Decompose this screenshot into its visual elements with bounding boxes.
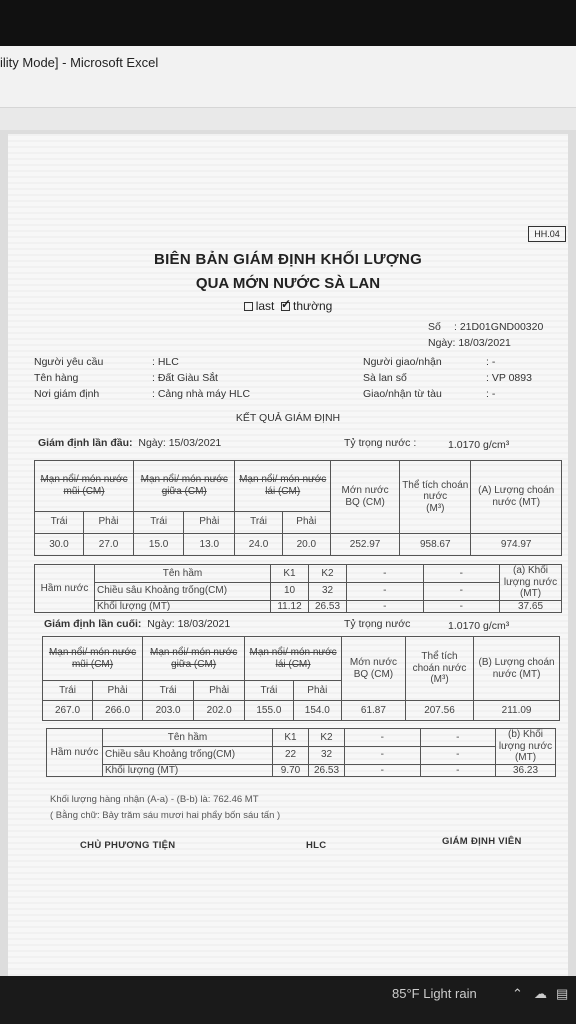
last-head-giua: Mạn nổi/ món nước giữa (CM) xyxy=(143,637,245,681)
first-head-tt xyxy=(400,461,471,534)
last-survey-date: Ngày: 18/03/2021 xyxy=(147,618,231,630)
type-checkboxes xyxy=(8,299,568,313)
last-dash: - xyxy=(345,764,421,777)
last-cell: 207.56 xyxy=(405,701,473,721)
doc-number-value: : 21D01GND00320 xyxy=(454,321,544,333)
last-survey-label: Giám định lần cuối: xyxy=(44,618,142,630)
info-value-goods: : Đất Giàu Sắt xyxy=(152,372,218,384)
last-head-tt xyxy=(405,637,473,701)
last-head-lai: Mạn nổi/ món nước lái (CM) xyxy=(245,637,342,681)
last-dash: - xyxy=(345,729,421,747)
first-dash: - xyxy=(423,582,500,600)
info-value-requester: : HLC xyxy=(152,356,179,368)
last-sub-trai-1: Trái xyxy=(43,681,93,701)
last-k1: K1 xyxy=(273,729,309,747)
weather-widget[interactable]: 85°F Light rain xyxy=(392,986,477,1001)
received-in-words: ( Bằng chữ: Bảy trăm sáu mươi hai phẩy bốn sáu tấn ) xyxy=(50,810,281,821)
last-ham-r2-k1: 9.70 xyxy=(273,764,309,777)
network-icon[interactable]: ▤ xyxy=(556,986,569,1001)
info-label-requester: Người yêu cầu xyxy=(34,356,104,368)
info-value-barge: : VP 0893 xyxy=(486,372,532,384)
last-sub-phai-1: Phải xyxy=(93,681,143,701)
first-dash: - xyxy=(423,600,500,613)
first-ham-row2: Khối lượng (MT) xyxy=(95,600,271,613)
screen-bezel xyxy=(0,0,576,46)
first-ham-r2-k1: 11.12 xyxy=(271,600,309,613)
last-density-value: 1.0170 g/cm³ xyxy=(448,620,510,632)
first-cell: 20.0 xyxy=(282,533,330,555)
first-sub-trai-1: Trái xyxy=(35,511,84,533)
first-survey-label: Giám định lần đầu: xyxy=(38,437,133,449)
last-cell: 266.0 xyxy=(93,701,143,721)
first-head-lai: Mạn nổi/ món nước lái (CM) xyxy=(235,461,331,512)
windows-taskbar xyxy=(0,976,576,1024)
cloud-icon[interactable]: ☁ xyxy=(534,986,547,1001)
first-ham-head: Tên hầm xyxy=(95,565,271,583)
first-cell: 27.0 xyxy=(83,533,133,555)
checkbox-thuong[interactable] xyxy=(281,302,290,311)
last-ham-row1: Chiều sâu Khoảng trống(CM) xyxy=(103,746,273,764)
last-sub-phai-3: Phải xyxy=(293,681,341,701)
received-total: Khối lượng hàng nhận (A-a) - (B-b) là: 762.46 MT xyxy=(50,794,259,805)
document-page xyxy=(8,134,568,976)
last-draft-table xyxy=(42,636,560,721)
last-ham-head: Tên hầm xyxy=(103,729,273,747)
last-cell: 267.0 xyxy=(43,701,93,721)
info-label-goods: Tên hàng xyxy=(34,372,79,384)
first-head-tt-text: Thể tích choán nước xyxy=(402,479,469,503)
first-cell: 24.0 xyxy=(235,533,282,555)
first-head-bq: Mớn nước BQ (CM) xyxy=(330,461,399,534)
last-ham-r1-k2: 32 xyxy=(309,746,345,764)
info-label-vessel: Giao/nhận từ tàu xyxy=(363,388,442,400)
doc-title-line1: BIÊN BẢN GIÁM ĐỊNH KHỐI LƯỢNG xyxy=(153,251,423,268)
first-ballast-table xyxy=(34,564,562,613)
last-ham-r2-k2: 26.53 xyxy=(309,764,345,777)
first-k2: K2 xyxy=(309,565,347,583)
last-sub-phai-2: Phải xyxy=(194,681,245,701)
last-survey-header xyxy=(44,618,230,630)
info-label-giaonhan: Người giao/nhận xyxy=(363,356,442,368)
first-cell: 252.97 xyxy=(330,533,399,555)
first-head-mui: Mạn nổi/ món nước mũi (CM) xyxy=(35,461,134,512)
excel-title-bar xyxy=(0,46,576,108)
print-preview-area xyxy=(0,130,576,976)
last-ham-row2: Khối lượng (MT) xyxy=(103,764,273,777)
first-cell: 30.0 xyxy=(35,533,84,555)
last-cell: 211.09 xyxy=(474,701,560,721)
last-dash: - xyxy=(420,764,496,777)
last-cell: 155.0 xyxy=(245,701,293,721)
doc-title-line2: QUA MỚN NƯỚC SÀ LAN xyxy=(195,275,381,292)
last-head-tt-unit: (M³) xyxy=(430,674,449,686)
first-dash: - xyxy=(347,565,424,583)
last-head-mui: Mạn nổi/ món nước mũi (CM) xyxy=(43,637,143,681)
first-ham-r1-k2: 32 xyxy=(309,582,347,600)
last-head-bq: Mớn nước BQ (CM) xyxy=(342,637,406,701)
last-cell: 61.87 xyxy=(342,701,406,721)
last-sub-trai-3: Trái xyxy=(245,681,293,701)
ribbon-area xyxy=(0,108,576,130)
first-ham-r1-k1: 10 xyxy=(271,582,309,600)
first-cell: 13.0 xyxy=(184,533,235,555)
last-dash: - xyxy=(420,746,496,764)
window-title: ility Mode] - Microsoft Excel xyxy=(0,55,159,70)
first-ham-total: 37.65 xyxy=(500,600,562,613)
checkbox-last[interactable] xyxy=(244,302,253,311)
first-sub-phai-1: Phải xyxy=(83,511,133,533)
first-cell: 974.97 xyxy=(471,533,562,555)
first-ham-sub: (a) Khối lượng nước (MT) xyxy=(500,565,562,601)
checkbox-last-label: last xyxy=(255,299,275,313)
first-density-label: Tỷ trọng nước : xyxy=(344,437,417,449)
last-head-tt-text: Thể tích choán nước xyxy=(412,651,467,674)
last-dash: - xyxy=(345,746,421,764)
first-density-value: 1.0170 g/cm³ xyxy=(448,439,510,451)
last-head-luong: (B) Lượng choán nước (MT) xyxy=(474,637,560,701)
first-dash: - xyxy=(347,582,424,600)
doc-date: Ngày: 18/03/2021 xyxy=(428,337,511,349)
last-ham-sub: (b) Khối lượng nước (MT) xyxy=(496,729,556,765)
info-value-place: : Cảng nhà máy HLC xyxy=(152,388,251,400)
checkbox-thuong-label: thường xyxy=(293,299,333,313)
first-sub-phai-2: Phải xyxy=(184,511,235,533)
first-head-luong: (A) Lượng choán nước (MT) xyxy=(471,461,562,534)
first-ham-label: Hầm nước xyxy=(35,565,95,613)
last-k2: K2 xyxy=(309,729,345,747)
first-ham-row1: Chiều sâu Khoảng trống(CM) xyxy=(95,582,271,600)
last-cell: 203.0 xyxy=(143,701,194,721)
first-dash: - xyxy=(423,565,500,583)
signature-owner: CHỦ PHƯƠNG TIỆN xyxy=(80,840,176,851)
last-cell: 202.0 xyxy=(194,701,245,721)
first-k1: K1 xyxy=(271,565,309,583)
last-ham-label: Hầm nước xyxy=(47,729,103,777)
last-ham-r1-k1: 22 xyxy=(273,746,309,764)
result-heading: KẾT QUẢ GIÁM ĐỊNH xyxy=(235,412,341,424)
form-code: HH.04 xyxy=(528,226,566,242)
first-head-tt-unit: (M³) xyxy=(426,502,445,514)
first-sub-trai-2: Trái xyxy=(134,511,184,533)
last-dash: - xyxy=(420,729,496,747)
info-value-giaonhan: : - xyxy=(486,356,496,368)
last-ham-total: 36.23 xyxy=(496,764,556,777)
last-sub-trai-2: Trái xyxy=(143,681,194,701)
first-survey-date: Ngày: 15/03/2021 xyxy=(138,437,222,449)
first-sub-phai-3: Phải xyxy=(282,511,330,533)
first-survey-header xyxy=(38,437,221,449)
first-cell: 958.67 xyxy=(400,533,471,555)
signature-hlc: HLC xyxy=(306,840,327,851)
first-dash: - xyxy=(347,600,424,613)
info-label-barge: Sà lan số xyxy=(363,372,407,384)
first-draft-table xyxy=(34,460,562,556)
last-cell: 154.0 xyxy=(293,701,341,721)
info-value-vessel: : - xyxy=(486,388,496,400)
info-label-place: Nơi giám định xyxy=(34,388,100,400)
last-density-label: Tỷ trọng nước xyxy=(344,618,411,630)
first-head-giua: Mạn nổi/ món nước giữa (CM) xyxy=(134,461,235,512)
first-sub-trai-3: Trái xyxy=(235,511,282,533)
first-ham-r2-k2: 26.53 xyxy=(309,600,347,613)
first-cell: 15.0 xyxy=(134,533,184,555)
last-ballast-table xyxy=(46,728,556,777)
doc-number-label: Số xyxy=(428,321,441,333)
chevron-up-icon[interactable]: ⌃ xyxy=(512,986,523,1001)
signature-inspector: GIÁM ĐỊNH VIÊN xyxy=(442,836,522,847)
